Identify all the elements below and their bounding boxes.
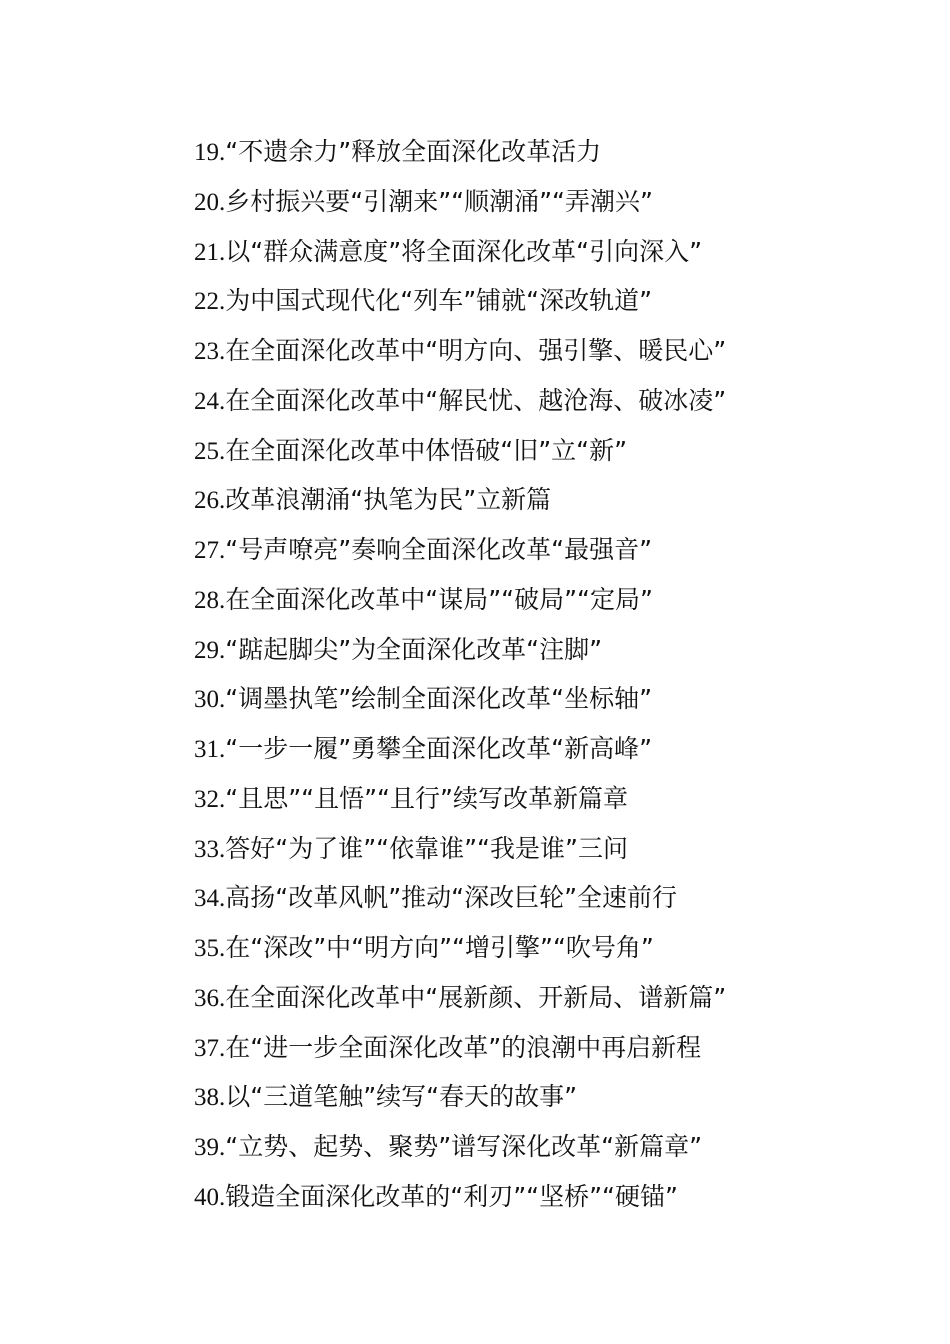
item-text: “不遗余力”释放全面深化改革活力 <box>225 137 602 166</box>
title-list <box>194 127 914 1222</box>
list-item <box>194 674 914 724</box>
item-number: 28. <box>194 586 226 614</box>
item-number: 29. <box>194 636 226 664</box>
list-item <box>194 724 914 774</box>
item-number: 37. <box>194 1034 226 1062</box>
item-text: “踮起脚尖”为全面深化改革“注脚” <box>225 634 603 664</box>
list-item <box>194 1172 914 1222</box>
list-item <box>194 824 914 874</box>
item-number: 39. <box>194 1134 226 1161</box>
item-number: 31. <box>194 736 226 763</box>
item-number: 20. <box>194 188 226 216</box>
list-item <box>194 127 914 177</box>
item-text: 在全面深化改革中体悟破“旧”立“新” <box>225 435 628 465</box>
item-text: 在“进一步全面深化改革”的浪潮中再启新程 <box>225 1032 702 1062</box>
list-item <box>194 575 914 625</box>
item-text: “且思”“且悟”“且行”续写改革新篇章 <box>225 783 628 813</box>
list-item <box>194 227 914 277</box>
item-text: 在全面深化改革中“解民忧、越沧海、破冰凌” <box>225 385 727 415</box>
list-item <box>194 177 914 227</box>
item-number: 22. <box>194 288 226 316</box>
list-item <box>194 276 914 326</box>
list-item <box>194 774 914 824</box>
item-text: “调墨执笔”绘制全面深化改革“坐标轴” <box>225 684 653 714</box>
item-number: 23. <box>194 338 226 365</box>
list-item <box>194 376 914 426</box>
item-text: 在全面深化改革中“明方向、强引擎、暖民心” <box>225 336 727 365</box>
item-number: 35. <box>194 935 226 962</box>
item-text: “号声嘹亮”奏响全面深化改革“最强音” <box>225 535 653 564</box>
item-number: 38. <box>194 1084 226 1112</box>
item-number: 19. <box>194 139 226 166</box>
item-text: 乡村振兴要“引潮来”“顺潮涌”“弄潮兴” <box>225 186 653 216</box>
item-number: 27. <box>194 537 226 564</box>
item-text: 在全面深化改革中“展新颜、开新局、谱新篇” <box>225 982 727 1012</box>
item-text: “立势、起势、聚势”谱写深化改革“新篇章” <box>225 1132 703 1161</box>
list-item <box>194 1072 914 1122</box>
item-text: 答好“为了谁”“依靠谁”“我是谁”三问 <box>225 833 628 863</box>
list-item <box>194 923 914 973</box>
list-item <box>194 475 914 525</box>
item-number: 21. <box>194 238 226 266</box>
list-item <box>194 326 914 376</box>
list-item <box>194 426 914 476</box>
list-item <box>194 973 914 1023</box>
list-item <box>194 1122 914 1172</box>
item-number: 26. <box>194 487 226 515</box>
item-text: 为中国式现代化“列车”铺就“深改轨道” <box>225 286 653 316</box>
item-number: 24. <box>194 387 226 415</box>
item-text: 在全面深化改革中“谋局”“破局”“定局” <box>225 584 653 614</box>
item-text: 锻造全面深化改革的“利刃”“坚桥”“硬锚” <box>225 1181 678 1211</box>
item-number: 40. <box>194 1183 226 1211</box>
item-number: 25. <box>194 437 226 465</box>
item-text: 高扬“改革风帆”推动“深改巨轮”全速前行 <box>225 883 678 913</box>
item-text: 在“深改”中“明方向”“增引擎”“吹号角” <box>225 933 654 962</box>
list-item <box>194 873 914 923</box>
item-number: 33. <box>194 835 226 863</box>
item-number: 34. <box>194 885 226 913</box>
list-item <box>194 525 914 575</box>
list-item <box>194 1023 914 1073</box>
list-item <box>194 625 914 675</box>
item-text: 以“群众满意度”将全面深化改革“引向深入” <box>225 236 703 266</box>
item-number: 32. <box>194 785 226 813</box>
item-number: 30. <box>194 686 226 714</box>
item-text: 改革浪潮涌“执笔为民”立新篇 <box>225 485 552 515</box>
item-text: 以“三道笔触”续写“春天的故事” <box>225 1082 578 1112</box>
item-text: “一步一履”勇攀全面深化改革“新高峰” <box>225 734 653 763</box>
item-number: 36. <box>194 984 226 1012</box>
